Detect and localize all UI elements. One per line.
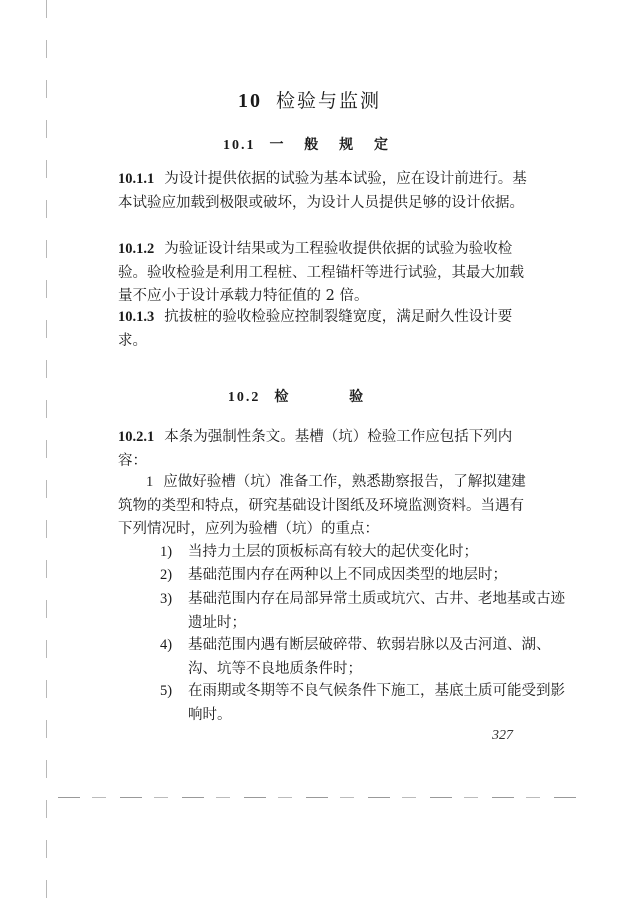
section-title-text: 一 般 规 定: [269, 137, 397, 153]
section-title-10-2: [0, 386, 619, 406]
list-item-1: [118, 471, 534, 542]
item-text: 应做好验槽（坑）准备工作，熟悉勘察报告，了解拟建建筑物的类型和特点，研究基础设计图纸及环境监测资料。当遇有下列情况时，应列为验槽（坑）的重点：: [118, 474, 526, 537]
section-number: 10.1: [222, 138, 256, 153]
page-number: 327: [492, 728, 513, 743]
section-title-10-1: [0, 134, 619, 154]
sub-item-1: [160, 541, 566, 565]
sub-item-text: 在雨期或冬期等不良气候条件下施工，基底土质可能受到影响时。: [188, 683, 565, 723]
clause-number: 10.1.1: [118, 171, 155, 187]
clause-text: 为设计提供依据的试验为基本试验，应在设计前进行。基本试验应加载到极限或破坏，为设计人员提供足够的设计依据。: [118, 171, 527, 211]
clause-number: 10.1.2: [118, 241, 155, 257]
section-title-text: 检 验: [274, 389, 392, 405]
sub-item-number: 1): [160, 544, 173, 560]
sub-item-text: 基础范围内存在两种以上不同成因类型的地层时；: [188, 567, 507, 583]
sub-item-3: [160, 588, 566, 635]
sub-item-number: 3): [160, 591, 173, 607]
clause-number: 10.1.3: [118, 309, 155, 325]
chapter-title: [0, 86, 619, 113]
clause-number: 10.2.1: [118, 429, 155, 445]
item-number: 1: [146, 474, 154, 490]
sub-item-number: 2): [160, 567, 173, 583]
chapter-number: 10: [237, 90, 262, 112]
section-number: 10.2: [227, 390, 261, 405]
clause-text: 本条为强制性条文。基槽（坑）检验工作应包括下列内容：: [118, 429, 513, 469]
clause-10-1-1: [118, 168, 534, 215]
clause-10-1-2: [118, 238, 534, 309]
sub-item-text: 基础范围内遇有断层破碎带、软弱岩脉以及古河道、湖、沟、坑等不良地质条件时；: [188, 637, 551, 677]
clause-text: 抗拔桩的验收检验应控制裂缝宽度，满足耐久性设计要求。: [118, 309, 513, 349]
sub-item-text: 基础范围内存在局部异常土质或坑穴、古井、老地基或古迹遗址时；: [188, 591, 565, 631]
sub-item-4: [160, 634, 566, 681]
sub-item-text: 当持力土层的顶板标高有较大的起伏变化时；: [188, 544, 478, 560]
chapter-title-text: 检验与监测: [275, 90, 381, 112]
sub-item-5: [160, 680, 566, 727]
sub-item-number: 5): [160, 683, 173, 699]
clause-10-2-1: [118, 426, 534, 473]
clause-text: 为验证设计结果或为工程验收提供依据的试验为验收检验。验收检验是利用工程桩、工程锚杆等进行试验，其最大加载量不应小于设计承载力特征值的 2 倍。: [118, 241, 524, 304]
sub-item-number: 4): [160, 637, 173, 653]
clause-10-1-3: [118, 306, 534, 353]
scan-artifact-line: [58, 797, 578, 798]
sub-item-2: [160, 564, 566, 588]
